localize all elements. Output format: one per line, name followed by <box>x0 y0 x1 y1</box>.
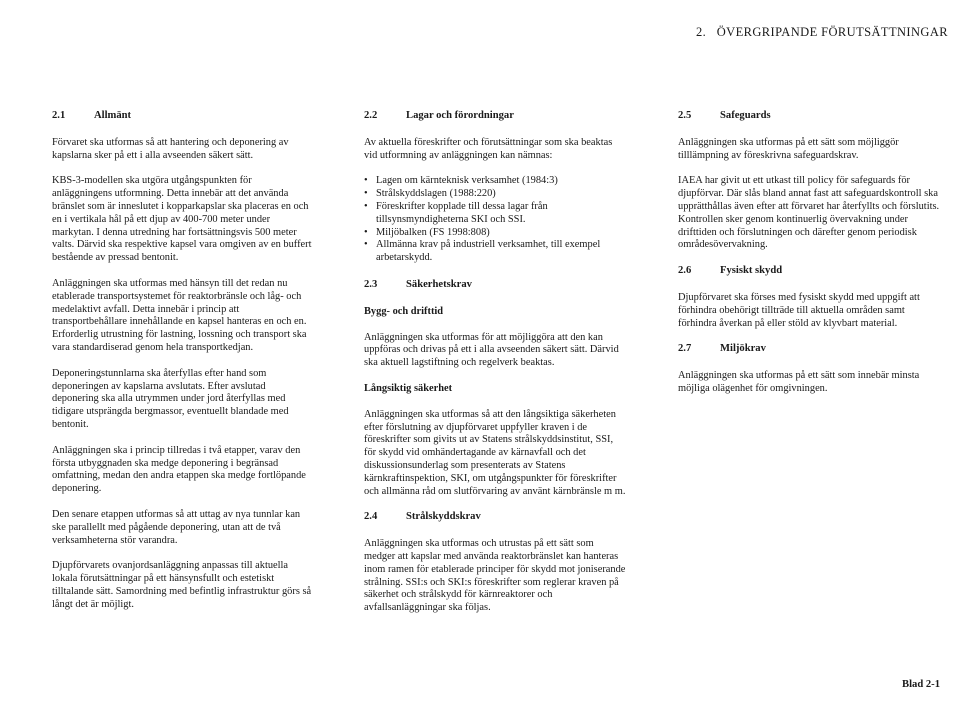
section-number: 2.2 <box>364 110 378 121</box>
bullet-icon: • <box>364 200 368 212</box>
section-title: Safeguards <box>720 110 771 121</box>
list-item: • Allmänna krav på industriell verksamhet, till exempel arbetarskydd. <box>364 239 601 264</box>
section-heading-2-2 <box>364 110 626 123</box>
column-left <box>52 110 314 625</box>
section-number: 2.3 <box>364 278 378 290</box>
paragraph: Djupförvarets ovanjordsanläggning anpassas till aktuella lokala förutsättningar på ett hänsynsfullt och estetiskt tilltalande sätt. Samordning med befintlig infrastruktur görs så långt det är möjligt. <box>52 560 312 610</box>
subheading: Långsiktig säkerhet <box>364 382 453 394</box>
list-item: • Lagen om kärnteknisk verksamhet (1984:3) <box>364 175 558 187</box>
law-list <box>364 175 626 265</box>
paragraph: Djupförvaret ska förses med fysiskt skydd med uppgift att förhindra obehörigt tillträde till aktuella områden samt förhindra åverkan på eller stöld av klyvbart material. <box>678 291 920 329</box>
paragraph: Anläggningen ska utformas och utrustas på ett sätt som medger att kapslar med använda reaktorbränslet kan hanteras inom ramen för etablerade principer för skydd mot joniserande strålning. SSI:s och SKI:s föreskrifter som reglerar kraven på säkerhet och strålskydd för kärnreaktorer och avfallsanläggningar ska följas. <box>364 538 626 614</box>
list-item: • Miljöbalken (FS 1998:808) <box>364 226 490 238</box>
column-right <box>678 110 940 409</box>
section-number: 2.6 <box>678 265 692 277</box>
section-title: Säkerhetskrav <box>406 278 472 290</box>
section-heading-2-3 <box>364 279 626 292</box>
page-number: Blad 2-1 <box>902 679 940 691</box>
section-title: Fysiskt skydd <box>720 265 783 277</box>
column-middle <box>364 110 626 628</box>
section-heading-2-5 <box>678 110 940 123</box>
section-title: Strålskyddskrav <box>406 511 481 523</box>
section-heading-2-1 <box>52 110 314 123</box>
chapter-title: 2. ÖVERGRIPANDE FÖRUTSÄTTNINGAR <box>696 25 948 39</box>
section-title: Lagar och förordningar <box>406 110 514 121</box>
paragraph: Anläggningen ska utformas på ett sätt som möjliggör tilllämpning av föreskrivna safeguardskrav. <box>678 136 899 161</box>
subheading: Bygg- och drifttid <box>364 305 444 317</box>
paragraph: Av aktuella föreskrifter och förutsättningar som ska beaktas vid utformning av anläggningen kan nämnas: <box>364 136 613 161</box>
section-number: 2.7 <box>678 343 692 355</box>
bullet-icon: • <box>364 226 368 238</box>
paragraph: Anläggningen ska utformas med hänsyn till det redan nu etablerade transportsystemet för reaktorbränsle och låg- och medelaktivt avfall. Detta innebär i princip att transportbehållare innehållande en kapsel hanteras en och en. Erforderlig utrustning för lastning, lossning och transport ska vara standardiserad genom hela transportkedjan. <box>52 277 307 353</box>
section-number: 2.5 <box>678 110 692 121</box>
list-item: • Föreskrifter kopplade till dessa lagar från tillsynsmyndigheterna SKI och SSI. <box>364 200 548 225</box>
paragraph: Deponeringstunnlarna ska återfyllas efter hand som deponeringen av kapslarna avslutats. Efter avslutad deponering ska alla utrymmen under jord återfyllas med tidigare utsprängda bergmassor, eventuellt blandade med bentonit. <box>52 367 289 430</box>
paragraph: Anläggningen ska i princip tillredas i två etapper, varav den första utbyggnaden ska medge deponering i begränsad omfattning, medan den andra etappen ska medge fortlöpande deponering. <box>52 444 306 495</box>
section-number: 2.4 <box>364 511 378 523</box>
paragraph: KBS-3-modellen ska utgöra utgångspunkten för anläggningens utformning. Detta innebär att det använda bränslet som är inneslutet i kopparkapslar ska placeras en och en i vertikala hål på ett djup av 400-700 meter under markytan. I denna utredning har fortsättningsvis 500 meter valts. Därvid ska respektive kapsel vara omgiven av en buffert bestående av pressad bentonit. <box>52 175 312 264</box>
section-title: Allmänt <box>94 110 132 121</box>
section-heading-2-4 <box>364 511 626 524</box>
section-heading-2-7 <box>678 343 940 356</box>
paragraph: Den senare etappen utformas så att uttag av nya tunnlar kan ske parallellt med pågående deponering, utan att de två verksamheterna stör varandra. <box>52 508 301 546</box>
bullet-icon: • <box>364 188 368 200</box>
paragraph: Anläggningen ska utformas så att den långsiktiga säkerheten efter förslutning av djupförvaret uppfyller kraven i de föreskrifter som givits ut av Statens strålskyddsinstitut, SSI, för skydd vid omhändertagande av kärnavfall och det diskussionsunderlag som presenterats av Statens kärnkraftinspektion, SKI, om utgångspunkter för föreskrifter och allmänna råd om slutförvaring av använt kärnbränsle m m. <box>364 408 626 497</box>
section-heading-2-6 <box>678 265 940 278</box>
paragraph: Anläggningen ska utformas för att möjliggöra att den kan uppföras och drivas på ett i alla avseenden säkert sätt. Därvid ska aktuell lagstiftning och regelverk beaktas. <box>364 331 619 369</box>
paragraph: Anläggningen ska utformas på ett sätt som innebär minsta möjliga olägenhet för omgivningen. <box>678 370 920 394</box>
bullet-icon: • <box>364 239 368 251</box>
list-item: • Strålskyddslagen (1988:220) <box>364 188 496 200</box>
paragraph: Förvaret ska utformas så att hantering och deponering av kapslarna sker på ett i alla avseenden säkert sätt. <box>52 136 289 161</box>
bullet-icon: • <box>364 175 368 187</box>
section-number: 2.1 <box>52 110 66 121</box>
section-title: Miljökrav <box>720 343 766 355</box>
paragraph: IAEA har givit ut ett utkast till policy för safeguards för djupförvar. Där slås bland annat fast att safeguardskontroll ska upprätthållas även efter att förvaret har återfyllts och förslutits. Kontrollen sker genom kontinuerlig övervakning under drifttiden och förslutningen och därefter genom periodisk områdesövervakning. <box>678 175 940 251</box>
